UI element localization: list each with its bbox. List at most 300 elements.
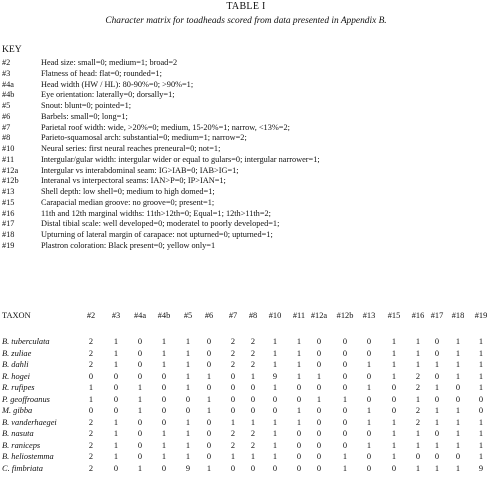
matrix-cell: 0	[230, 463, 236, 473]
matrix-cell: 0	[342, 429, 348, 438]
matrix-cell: 0	[366, 348, 372, 358]
key-row	[2, 112, 492, 123]
matrix-cell: 1	[296, 337, 302, 346]
matrix-cell: 1	[185, 452, 191, 461]
key-row	[2, 230, 492, 241]
key-code: #7	[2, 122, 11, 132]
matrix-cell: 1	[113, 337, 119, 346]
matrix-cell: 0	[272, 406, 278, 415]
matrix-cell: 0	[366, 371, 372, 381]
matrix-cell: 0	[113, 371, 119, 381]
matrix-cell: 0	[342, 383, 348, 392]
matrix-cell: 1	[185, 429, 191, 438]
matrix-cell: 0	[455, 452, 461, 461]
matrix-cell: 0	[137, 429, 143, 438]
taxon-name: B. tuberculata	[2, 337, 50, 346]
matrix-cell: 2	[88, 429, 94, 438]
taxon-name: B. vanderhaegei	[2, 417, 57, 427]
matrix-cell: 1	[272, 348, 278, 358]
character-column-header: #12b	[336, 311, 354, 320]
matrix-cell: 1	[391, 337, 397, 346]
key-description: Head size: small=0; medium=1; broad=2	[41, 58, 178, 67]
matrix-cell: 2	[250, 429, 256, 438]
key-description: Eye orientation: laterally=0; dorsally=1;	[41, 90, 175, 100]
matrix-cell: 2	[88, 440, 94, 450]
key-code: #12b	[2, 176, 19, 186]
matrix-cell: 1	[296, 417, 302, 427]
matrix-cell: 0	[478, 406, 484, 415]
character-column-header: #6	[204, 311, 214, 320]
key-code: #2	[2, 58, 11, 67]
taxon-row	[0, 429, 492, 441]
key-code: #6	[2, 111, 11, 121]
matrix-cell: 1	[88, 383, 94, 392]
key-code: #15	[2, 197, 15, 207]
matrix-cell: 0	[185, 406, 191, 415]
character-column-header: #12a	[310, 311, 328, 320]
matrix-cell: 0	[88, 371, 94, 381]
taxon-name: B. heliostemma	[2, 452, 54, 461]
matrix-cell: 0	[250, 406, 256, 415]
matrix-cell: 0	[342, 337, 348, 346]
matrix-cell: 1	[113, 429, 119, 438]
key-code: #19	[2, 240, 15, 250]
matrix-cell: 1	[455, 371, 461, 381]
matrix-cell: 1	[206, 463, 212, 473]
matrix-cell: 1	[230, 417, 236, 427]
key-row	[2, 198, 492, 209]
matrix-cell: 1	[455, 337, 461, 346]
matrix-cell: 0	[137, 417, 143, 427]
matrix-cell: 1	[391, 440, 397, 450]
matrix-cell: 1	[455, 406, 461, 415]
matrix-cell: 1	[185, 417, 191, 427]
matrix-cell: 0	[366, 394, 372, 404]
matrix-cell: 0	[366, 429, 372, 438]
matrix-cell: 0	[137, 348, 143, 358]
matrix-cell: 1	[137, 463, 143, 473]
matrix-cell: 2	[230, 337, 236, 346]
character-column-header: #8	[248, 311, 258, 320]
matrix-cell: 0	[366, 452, 372, 461]
matrix-cell: 0	[206, 360, 212, 369]
matrix-cell: 1	[250, 452, 256, 461]
matrix-cell: 1	[296, 348, 302, 358]
taxon-name: B. zuliae	[2, 348, 32, 358]
matrix-cell: 0	[296, 429, 302, 438]
matrix-cell: 1	[113, 440, 119, 450]
matrix-cell: 1	[415, 394, 421, 404]
matrix-cell: 1	[206, 394, 212, 404]
matrix-cell: 2	[88, 463, 94, 473]
matrix-cell: 1	[272, 452, 278, 461]
matrix-cell: 0	[316, 429, 322, 438]
matrix-cell: 0	[230, 371, 236, 381]
matrix-cell: 0	[316, 417, 322, 427]
matrix-cell: 0	[316, 337, 322, 346]
matrix-cell: 0	[342, 348, 348, 358]
matrix-cell: 0	[161, 463, 167, 473]
matrix-cell: 1	[434, 417, 440, 427]
character-column-header: #10	[268, 311, 282, 320]
matrix-cell: 1	[137, 394, 143, 404]
matrix-cell: 1	[415, 360, 421, 369]
character-column-header: #4b	[157, 311, 171, 320]
matrix-cell: 2	[250, 360, 256, 369]
matrix-cell: 0	[342, 360, 348, 369]
matrix-cell: 1	[272, 360, 278, 369]
key-row	[2, 90, 492, 101]
key-description: Intergular/gular width: intergular wider or equal to gulars=0; intergular narrower=1;	[41, 154, 320, 164]
key-row	[2, 166, 492, 177]
character-column-header: #15	[387, 311, 401, 320]
key-code: #5	[2, 101, 11, 110]
key-row	[2, 123, 492, 134]
matrix-cell: 0	[316, 440, 322, 450]
key-row	[2, 80, 492, 91]
matrix-cell: 0	[250, 394, 256, 404]
matrix-cell: 0	[272, 463, 278, 473]
key-heading: KEY	[2, 44, 22, 55]
character-column-header: #11	[292, 311, 306, 320]
matrix-cell: 1	[185, 371, 191, 381]
matrix-cell: 0	[296, 463, 302, 473]
key-row	[2, 144, 492, 155]
matrix-cell: 1	[391, 348, 397, 358]
taxon-row	[0, 441, 492, 453]
matrix-cell: 0	[113, 383, 119, 392]
matrix-cell: 1	[366, 417, 372, 427]
matrix-cell: 0	[316, 406, 322, 415]
key-code: #17	[2, 219, 15, 229]
matrix-cell: 0	[415, 452, 421, 461]
matrix-cell: 1	[415, 463, 421, 473]
matrix-cell: 1	[391, 360, 397, 369]
matrix-cell: 0	[366, 337, 372, 346]
matrix-cell: 1	[113, 360, 119, 369]
key-description: Shell depth: low shell=0; medium to high domed=1;	[41, 187, 215, 196]
key-row	[2, 101, 492, 112]
taxon-row	[0, 464, 492, 476]
taxon-row	[0, 383, 492, 395]
matrix-cell: 9	[478, 463, 484, 473]
key-row	[2, 241, 492, 252]
table-title: TABLE I	[226, 1, 266, 12]
matrix-cell: 1	[161, 360, 167, 369]
matrix-cell: 1	[455, 360, 461, 369]
matrix-cell: 2	[230, 360, 236, 369]
matrix-cell: 1	[434, 406, 440, 415]
matrix-cell: 1	[455, 348, 461, 358]
matrix-cell: 1	[415, 440, 421, 450]
matrix-cell: 1	[250, 417, 256, 427]
matrix-cell: 1	[113, 348, 119, 358]
key-row	[2, 209, 492, 220]
key-code: #10	[2, 144, 15, 153]
key-description: Neural series: first neural reaches preneural=0; not=1;	[41, 144, 221, 153]
character-key-list	[2, 58, 492, 252]
matrix-cell: 1	[316, 394, 322, 404]
matrix-cell: 1	[366, 360, 372, 369]
matrix-cell: 0	[113, 394, 119, 404]
matrix-cell: 0	[185, 394, 191, 404]
matrix-cell: 0	[434, 429, 440, 438]
matrix-cell: 1	[161, 429, 167, 438]
matrix-cell: 1	[206, 371, 212, 381]
matrix-cell: 0	[161, 394, 167, 404]
matrix-cell: 1	[113, 452, 119, 461]
matrix-cell: 1	[391, 417, 397, 427]
character-column-header: #17	[430, 311, 444, 320]
matrix-cell: 1	[137, 383, 143, 392]
matrix-cell: 0	[250, 463, 256, 473]
matrix-cell: 2	[415, 383, 421, 392]
matrix-cell: 0	[206, 348, 212, 358]
matrix-cell: 0	[161, 383, 167, 392]
matrix-cell: 1	[272, 429, 278, 438]
matrix-cell: 0	[137, 440, 143, 450]
matrix-cell: 0	[434, 394, 440, 404]
key-description: Plastron coloration: Black present=0; yellow only=1	[41, 240, 216, 250]
matrix-cell: 0	[434, 337, 440, 346]
matrix-cell: 1	[478, 383, 484, 392]
key-code: #12a	[2, 165, 19, 175]
key-description: Head width (HW / HL): 80-90%=0; >90%=1;	[41, 79, 194, 89]
matrix-cell: 0	[316, 360, 322, 369]
key-description: Interanal vs interpectoral seams: IAN>P=0; IP>IAN=1;	[41, 176, 226, 186]
matrix-cell: 1	[478, 371, 484, 381]
matrix-cell: 0	[250, 383, 256, 392]
character-column-header: #13	[362, 311, 376, 320]
matrix-cell: 2	[250, 337, 256, 346]
taxon-row	[0, 372, 492, 384]
matrix-cell: 0	[161, 371, 167, 381]
matrix-cell: 0	[316, 383, 322, 392]
taxon-row	[0, 349, 492, 361]
matrix-cell: 9	[272, 371, 278, 381]
matrix-cell: 1	[185, 360, 191, 369]
key-code: #16	[2, 208, 15, 218]
matrix-cell: 1	[316, 371, 322, 381]
matrix-cell: 0	[296, 383, 302, 392]
matrix-cell: 0	[230, 394, 236, 404]
matrix-cell: 0	[161, 406, 167, 415]
taxon-name: B. raniceps	[2, 440, 41, 450]
matrix-cell: 0	[342, 440, 348, 450]
taxon-row	[0, 406, 492, 418]
key-code: #8	[2, 133, 11, 143]
matrix-cell: 1	[478, 360, 484, 369]
matrix-cell: 2	[230, 440, 236, 450]
matrix-cell: 1	[434, 383, 440, 392]
matrix-cell: 0	[455, 394, 461, 404]
matrix-cell: 1	[161, 337, 167, 346]
matrix-cell: 1	[185, 440, 191, 450]
character-column-header: #5	[183, 311, 193, 320]
matrix-cell: 1	[455, 463, 461, 473]
matrix-cell: 2	[415, 371, 421, 381]
matrix-cell: 1	[434, 463, 440, 473]
matrix-cell: 1	[250, 371, 256, 381]
matrix-cell: 0	[391, 394, 397, 404]
matrix-cell: 1	[342, 463, 348, 473]
matrix-cell: 2	[88, 337, 94, 346]
taxon-row	[0, 452, 492, 464]
taxon-name: C. fimbriata	[2, 463, 43, 473]
key-code: #11	[2, 154, 15, 164]
matrix-cell: 1	[272, 383, 278, 392]
matrix-cell: 1	[455, 417, 461, 427]
matrix-cell: 0	[316, 348, 322, 358]
matrix-cell: 0	[366, 463, 372, 473]
matrix-cell: 0	[434, 452, 440, 461]
matrix-cell: 0	[455, 383, 461, 392]
matrix-cell: 1	[415, 337, 421, 346]
matrix-cell: 1	[185, 348, 191, 358]
taxon-name: B. dahli	[2, 360, 29, 369]
matrix-cell: 1	[272, 417, 278, 427]
matrix-cell: 1	[415, 429, 421, 438]
matrix-cell: 1	[185, 337, 191, 346]
matrix-cell: 1	[478, 417, 484, 427]
matrix-cell: 0	[434, 348, 440, 358]
table-caption: Character matrix for toadheads scored from data presented in Appendix B.	[105, 16, 387, 26]
matrix-cell: 0	[113, 463, 119, 473]
matrix-cell: 2	[250, 348, 256, 358]
key-row	[2, 58, 492, 69]
matrix-cell: 1	[272, 440, 278, 450]
matrix-cell: 1	[342, 452, 348, 461]
key-description: 11th and 12th marginal widths: 11th>12th=0; Equal=1; 12th>11th=2;	[41, 208, 271, 218]
matrix-cell: 0	[230, 406, 236, 415]
matrix-cell: 0	[478, 394, 484, 404]
matrix-cell: 0	[88, 406, 94, 415]
matrix-cell: 2	[88, 452, 94, 461]
matrix-cell: 0	[391, 463, 397, 473]
character-column-header: #4a	[133, 311, 147, 320]
matrix-cell: 0	[296, 394, 302, 404]
matrix-cell: 0	[342, 406, 348, 415]
matrix-cell: 1	[478, 440, 484, 450]
character-column-header: #7	[228, 311, 238, 320]
matrix-cell: 0	[434, 371, 440, 381]
matrix-cell: 2	[250, 440, 256, 450]
matrix-cell: 0	[391, 406, 397, 415]
matrix-cell: 0	[206, 337, 212, 346]
key-row	[2, 187, 492, 198]
matrix-cell: 0	[206, 429, 212, 438]
matrix-cell: 0	[113, 406, 119, 415]
matrix-cell: 1	[161, 440, 167, 450]
matrix-cell: 0	[206, 417, 212, 427]
key-description: Carapacial median groove: no groove=0; present=1;	[41, 197, 215, 207]
matrix-cell: 0	[342, 371, 348, 381]
taxon-row	[0, 360, 492, 372]
character-column-header: #19	[474, 311, 488, 320]
matrix-cell: 1	[137, 406, 143, 415]
matrix-cell: 1	[415, 348, 421, 358]
matrix-cell: 1	[391, 452, 397, 461]
matrix-cell: 2	[88, 348, 94, 358]
taxon-name: P. geoffroanus	[2, 394, 50, 404]
matrix-cell: 1	[185, 383, 191, 392]
taxon-name: M. gibba	[2, 406, 33, 415]
matrix-cell: 1	[478, 429, 484, 438]
character-column-header: #3	[111, 311, 121, 320]
matrix-cell: 0	[161, 417, 167, 427]
key-row	[2, 133, 492, 144]
matrix-cell: 1	[455, 429, 461, 438]
key-description: Snout: blunt=0; pointed=1;	[41, 101, 132, 110]
matrix-cell: 2	[415, 406, 421, 415]
matrix-header-row	[0, 311, 492, 323]
key-description: Distal tibial scale: well developed=0; moderatel to poorly developed=1;	[41, 219, 280, 229]
key-code: #13	[2, 187, 15, 196]
matrix-cell: 1	[366, 406, 372, 415]
matrix-cell: 0	[316, 463, 322, 473]
matrix-cell: 2	[88, 417, 94, 427]
key-code: #3	[2, 68, 11, 78]
character-column-header: #18	[451, 311, 465, 320]
taxon-row	[0, 395, 492, 407]
matrix-cell: 1	[366, 440, 372, 450]
taxon-name: R. hogei	[2, 371, 30, 381]
matrix-cell: 2	[415, 417, 421, 427]
matrix-cell: 1	[478, 337, 484, 346]
matrix-cell: 0	[206, 452, 212, 461]
matrix-cell: 0	[230, 383, 236, 392]
key-description: Flatness of head: flat=0; rounded=1;	[41, 68, 162, 78]
key-code: #4b	[2, 90, 15, 100]
matrix-cell: 0	[272, 394, 278, 404]
matrix-cell: 1	[296, 371, 302, 381]
matrix-cell: 2	[230, 348, 236, 358]
key-row	[2, 69, 492, 80]
matrix-cell: 0	[137, 452, 143, 461]
taxon-row	[0, 418, 492, 430]
key-row	[2, 155, 492, 166]
matrix-cell: 0	[137, 360, 143, 369]
matrix-cell: 1	[391, 429, 397, 438]
matrix-cell: 1	[478, 452, 484, 461]
matrix-cell: 0	[391, 383, 397, 392]
key-description: Parieto-squamosal arch: substantial=0; medium=1; narrow=2;	[41, 133, 247, 143]
matrix-cell: 0	[137, 371, 143, 381]
matrix-cell: 2	[230, 429, 236, 438]
matrix-cell: 0	[137, 337, 143, 346]
taxon-name: R. rufipes	[2, 383, 35, 392]
key-code: #18	[2, 230, 15, 239]
matrix-cell: 1	[434, 360, 440, 369]
matrix-cell: 1	[391, 371, 397, 381]
matrix-cell: 1	[366, 383, 372, 392]
matrix-cell: 1	[272, 337, 278, 346]
matrix-cell: 1	[161, 348, 167, 358]
key-description: Parietal roof width: wide, >20%=0; medium, 15-20%=1; narrow, <13%=2;	[41, 122, 290, 132]
character-column-header: #16	[411, 311, 425, 320]
matrix-cell: 1	[230, 452, 236, 461]
matrix-cell: 1	[88, 394, 94, 404]
key-description: Upturning of lateral margin of carapace: not upturned=0; upturned=1;	[41, 230, 273, 239]
matrix-cell: 0	[296, 452, 302, 461]
taxon-name: B. nasuta	[2, 429, 34, 438]
taxon-column-header: TAXON	[2, 311, 31, 320]
character-column-header: #2	[86, 311, 96, 320]
key-row	[2, 176, 492, 187]
matrix-cell: 1	[161, 452, 167, 461]
matrix-cell: 0	[316, 452, 322, 461]
key-row	[2, 219, 492, 230]
